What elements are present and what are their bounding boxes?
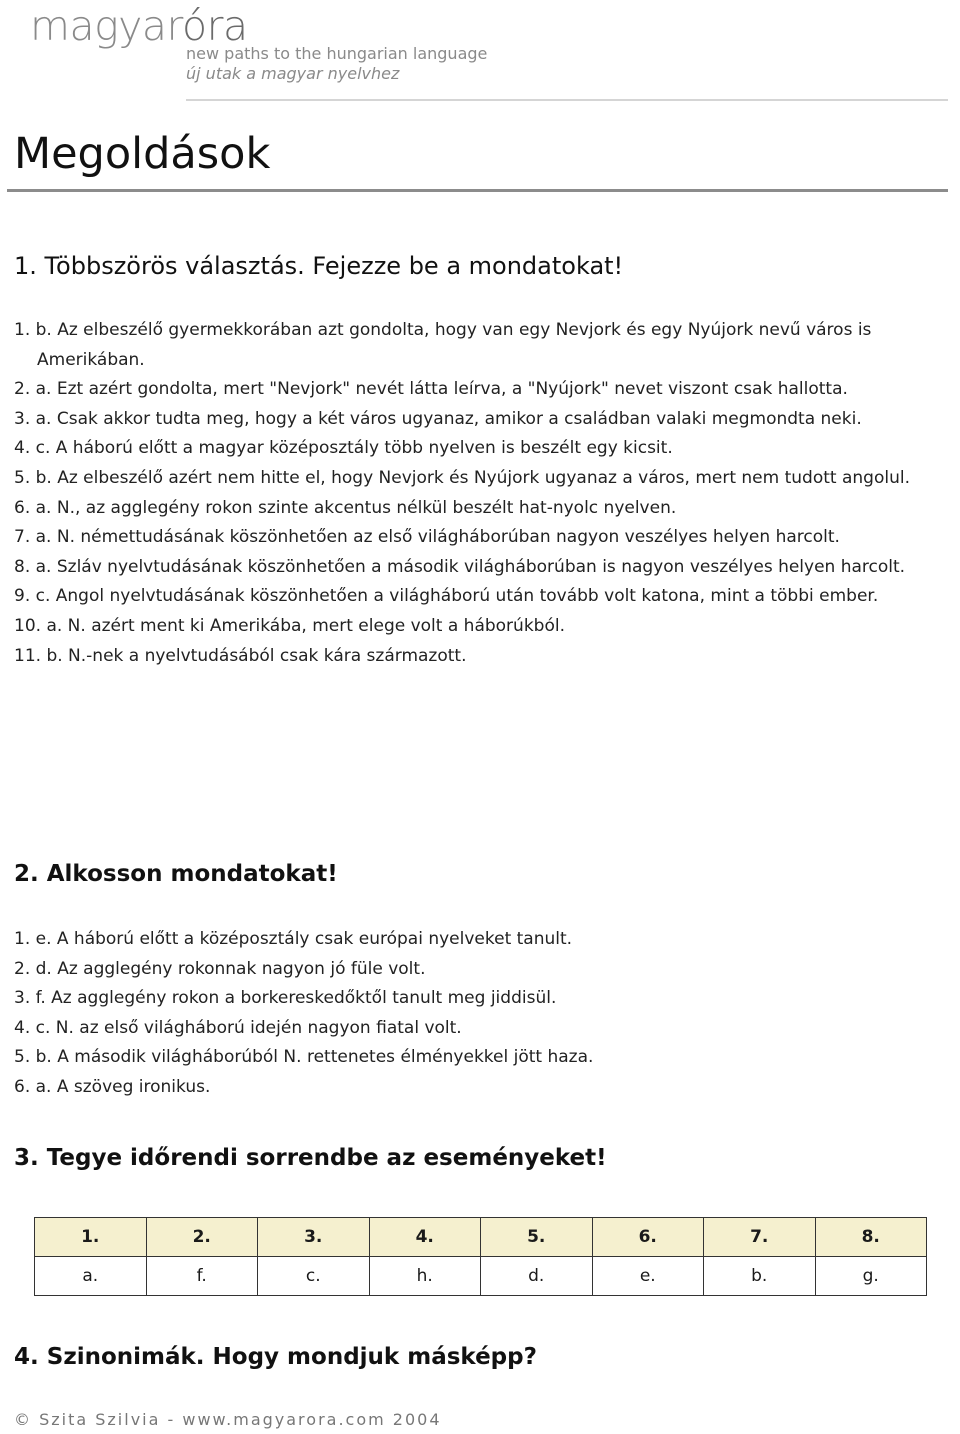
list-item: 6. a. N., az agglegény rokon szinte akcentus nélkül beszélt hat-nyolc nyelven. bbox=[14, 497, 677, 518]
table-cell: 7. bbox=[704, 1218, 816, 1257]
logo-part-2: óra bbox=[182, 2, 248, 50]
list-item: 5. b. A második világháborúból N. rettenetes élményekkel jött haza. bbox=[14, 1047, 594, 1068]
table-cell: 4. bbox=[369, 1218, 481, 1257]
section-2-heading: 2. Alkosson mondatokat! bbox=[14, 861, 338, 887]
header-divider bbox=[186, 99, 948, 101]
list-item: 6. a. A szöveg ironikus. bbox=[14, 1076, 211, 1097]
section-3-heading: 3. Tegye időrendi sorrendbe az eseményeket! bbox=[14, 1145, 607, 1171]
order-table bbox=[34, 1217, 927, 1296]
table-cell: d. bbox=[481, 1257, 593, 1296]
table-cell: c. bbox=[258, 1257, 370, 1296]
logo-part-1: magyar bbox=[30, 2, 183, 50]
logo bbox=[30, 2, 248, 50]
tagline-english: new paths to the hungarian language bbox=[186, 44, 488, 63]
list-item: 2. a. Ezt azért gondolta, mert "Nevjork" nevét látta leírva, a "Nyújork" nevet viszont csak hallotta. bbox=[14, 379, 848, 400]
list-item: 10. a. N. azért ment ki Amerikába, mert elege volt a háborúkból. bbox=[14, 615, 565, 636]
list-item: 1. b. Az elbeszélő gyermekkorában azt gondolta, hogy van egy Nevjork és egy Nyújork nevű város is Amerikában. bbox=[14, 320, 872, 370]
list-item: 8. a. Szláv nyelvtudásának köszönhetően a második világháborúban is nagyon veszélyes helyen harcolt. bbox=[14, 556, 906, 577]
table-cell: 6. bbox=[592, 1218, 704, 1257]
table-cell: b. bbox=[704, 1257, 816, 1296]
table-cell: e. bbox=[592, 1257, 704, 1296]
table-cell: 8. bbox=[815, 1218, 927, 1257]
list-item: 3. a. Csak akkor tudta meg, hogy a két város ugyanaz, amikor a családban valaki megmondta neki. bbox=[14, 408, 862, 429]
footer-copyright: © Szita Szilvia - www.magyarora.com 2004 bbox=[14, 1410, 442, 1429]
page-title: Megoldások bbox=[14, 129, 271, 179]
table-cell: 5. bbox=[481, 1218, 593, 1257]
list-item: 2. d. Az agglegény rokonnak nagyon jó füle volt. bbox=[14, 958, 426, 979]
title-divider bbox=[7, 189, 948, 192]
list-item: 1. e. A háború előtt a középosztály csak európai nyelveket tanult. bbox=[14, 929, 573, 949]
table-cell: f. bbox=[146, 1257, 258, 1296]
list-item: 4. c. A háború előtt a magyar középosztály több nyelven is beszélt egy kicsit. bbox=[14, 438, 673, 459]
table-cell: a. bbox=[35, 1257, 147, 1296]
list-item: 5. b. Az elbeszélő azért nem hitte el, hogy Nevjork és Nyújork ugyanaz a város, mert nem tudott angolul. bbox=[14, 467, 910, 488]
section-2-list bbox=[14, 925, 944, 1103]
list-item: 11. b. N.-nek a nyelvtudásából csak kára származott. bbox=[14, 645, 467, 666]
order-table-answer-row bbox=[35, 1257, 927, 1296]
section-1-heading: 1. Többszörös választás. Fejezze be a mondatokat! bbox=[14, 252, 624, 280]
table-cell: 1. bbox=[35, 1218, 147, 1257]
section-4-heading: 4. Szinonimák. Hogy mondjuk másképp? bbox=[14, 1344, 537, 1370]
section-1-list bbox=[14, 316, 944, 671]
list-item: 7. a. N. némettudásának köszönhetően az első világháborúban nagyon veszélyes helyen harcolt. bbox=[14, 527, 840, 548]
list-item: 4. c. N. az első világháború idején nagyon fiatal volt. bbox=[14, 1017, 462, 1038]
list-item: 9. c. Angol nyelvtudásának köszönhetően a világháború után tovább volt katona, mint a többi ember. bbox=[14, 586, 879, 607]
table-cell: 2. bbox=[146, 1218, 258, 1257]
list-item: 3. f. Az agglegény rokon a borkereskedőktől tanult meg jiddisül. bbox=[14, 988, 557, 1009]
order-table-header-row bbox=[35, 1218, 927, 1257]
tagline-hungarian: új utak a magyar nyelvhez bbox=[186, 64, 400, 83]
table-cell: h. bbox=[369, 1257, 481, 1296]
table-cell: g. bbox=[815, 1257, 927, 1296]
logo-wordmark bbox=[30, 2, 248, 50]
table-cell: 3. bbox=[258, 1218, 370, 1257]
